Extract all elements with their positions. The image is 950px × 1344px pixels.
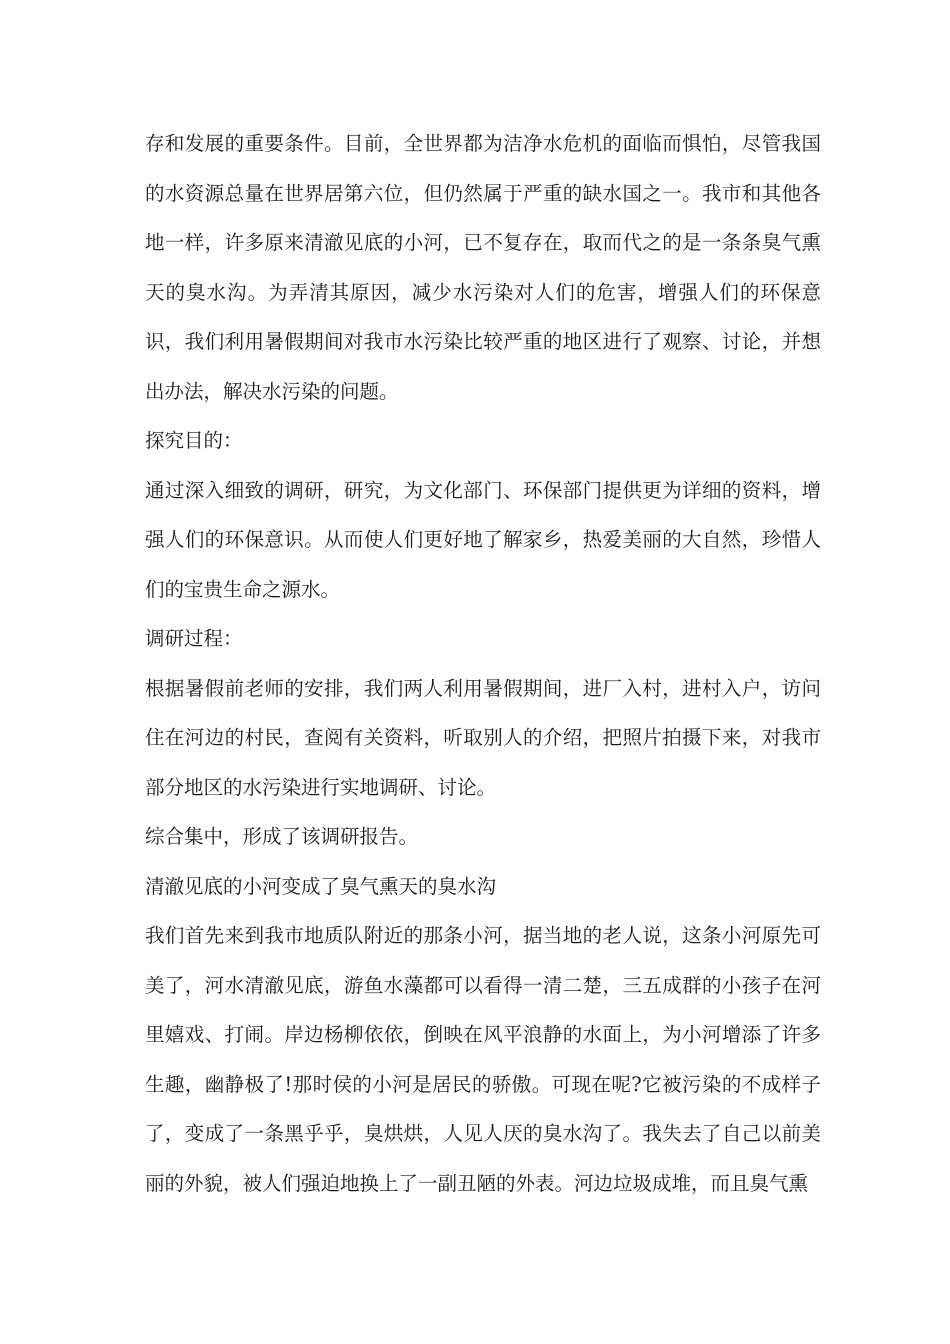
paragraph-summary: 综合集中，形成了该调研报告。 [145, 825, 419, 848]
section-heading-river: 清澈见底的小河变成了臭气熏天的臭水沟 [145, 874, 497, 898]
paragraph-river-description: 我们首先来到我市地质队附近的那条小河，据当地的老人说，这条小河原先可美了，河水清澈见底，游鱼水藻都可以看得一清二楚，三五成群的小孩子在河里嬉戏、打闹。岸边杨柳依依，倒映在风平浪静的水面上，为小河增添了许多生趣，幽静极了!那时侯的小河是居民的骄傲。可现在呢?它被污染的不成样子了，变成了一条黑乎乎，臭烘烘，人见人厌的臭水沟了。我失去了自己以前美丽的外貌，被人们强迫地换上了一副丑陋的外表。河边垃圾成堆，而且臭气熏 [145, 924, 821, 1195]
heading-research-purpose: 探究目的： [145, 429, 243, 452]
paragraph-research-process: 根据暑假前老师的安排，我们两人利用暑假期间，进厂入村，进村入户，访问住在河边的村民，查阅有关资料，听取别人的介绍，把照片拍摄下来，对我市部分地区的水污染进行实地调研、讨论。 [145, 676, 821, 799]
paragraph-intro-continued: 存和发展的重要条件。目前，全世界都为洁净水危机的面临而惧怕，尽管我国的水资源总量在世界居第六位，但仍然属于严重的缺水国之一。我市和其他各地一样，许多原来清澈见底的小河，已不复存在，取而代之的是一条条臭气熏天的臭水沟。为弄清其原因，减少水污染对人们的危害，增强人们的环保意识，我们利用暑假期间对我市水污染比较严重的地区进行了观察、讨论，并想出办法，解决水污染的问题。 [145, 132, 821, 403]
heading-research-process: 调研过程： [145, 627, 243, 650]
paragraph-research-purpose: 通过深入细致的调研，研究，为文化部门、环保部门提供更为详细的资料，增强人们的环保意识。从而使人们更好地了解家乡，热爱美丽的大自然，珍惜人们的宝贵生命之源水。 [145, 478, 821, 601]
document-body [145, 119, 821, 1208]
